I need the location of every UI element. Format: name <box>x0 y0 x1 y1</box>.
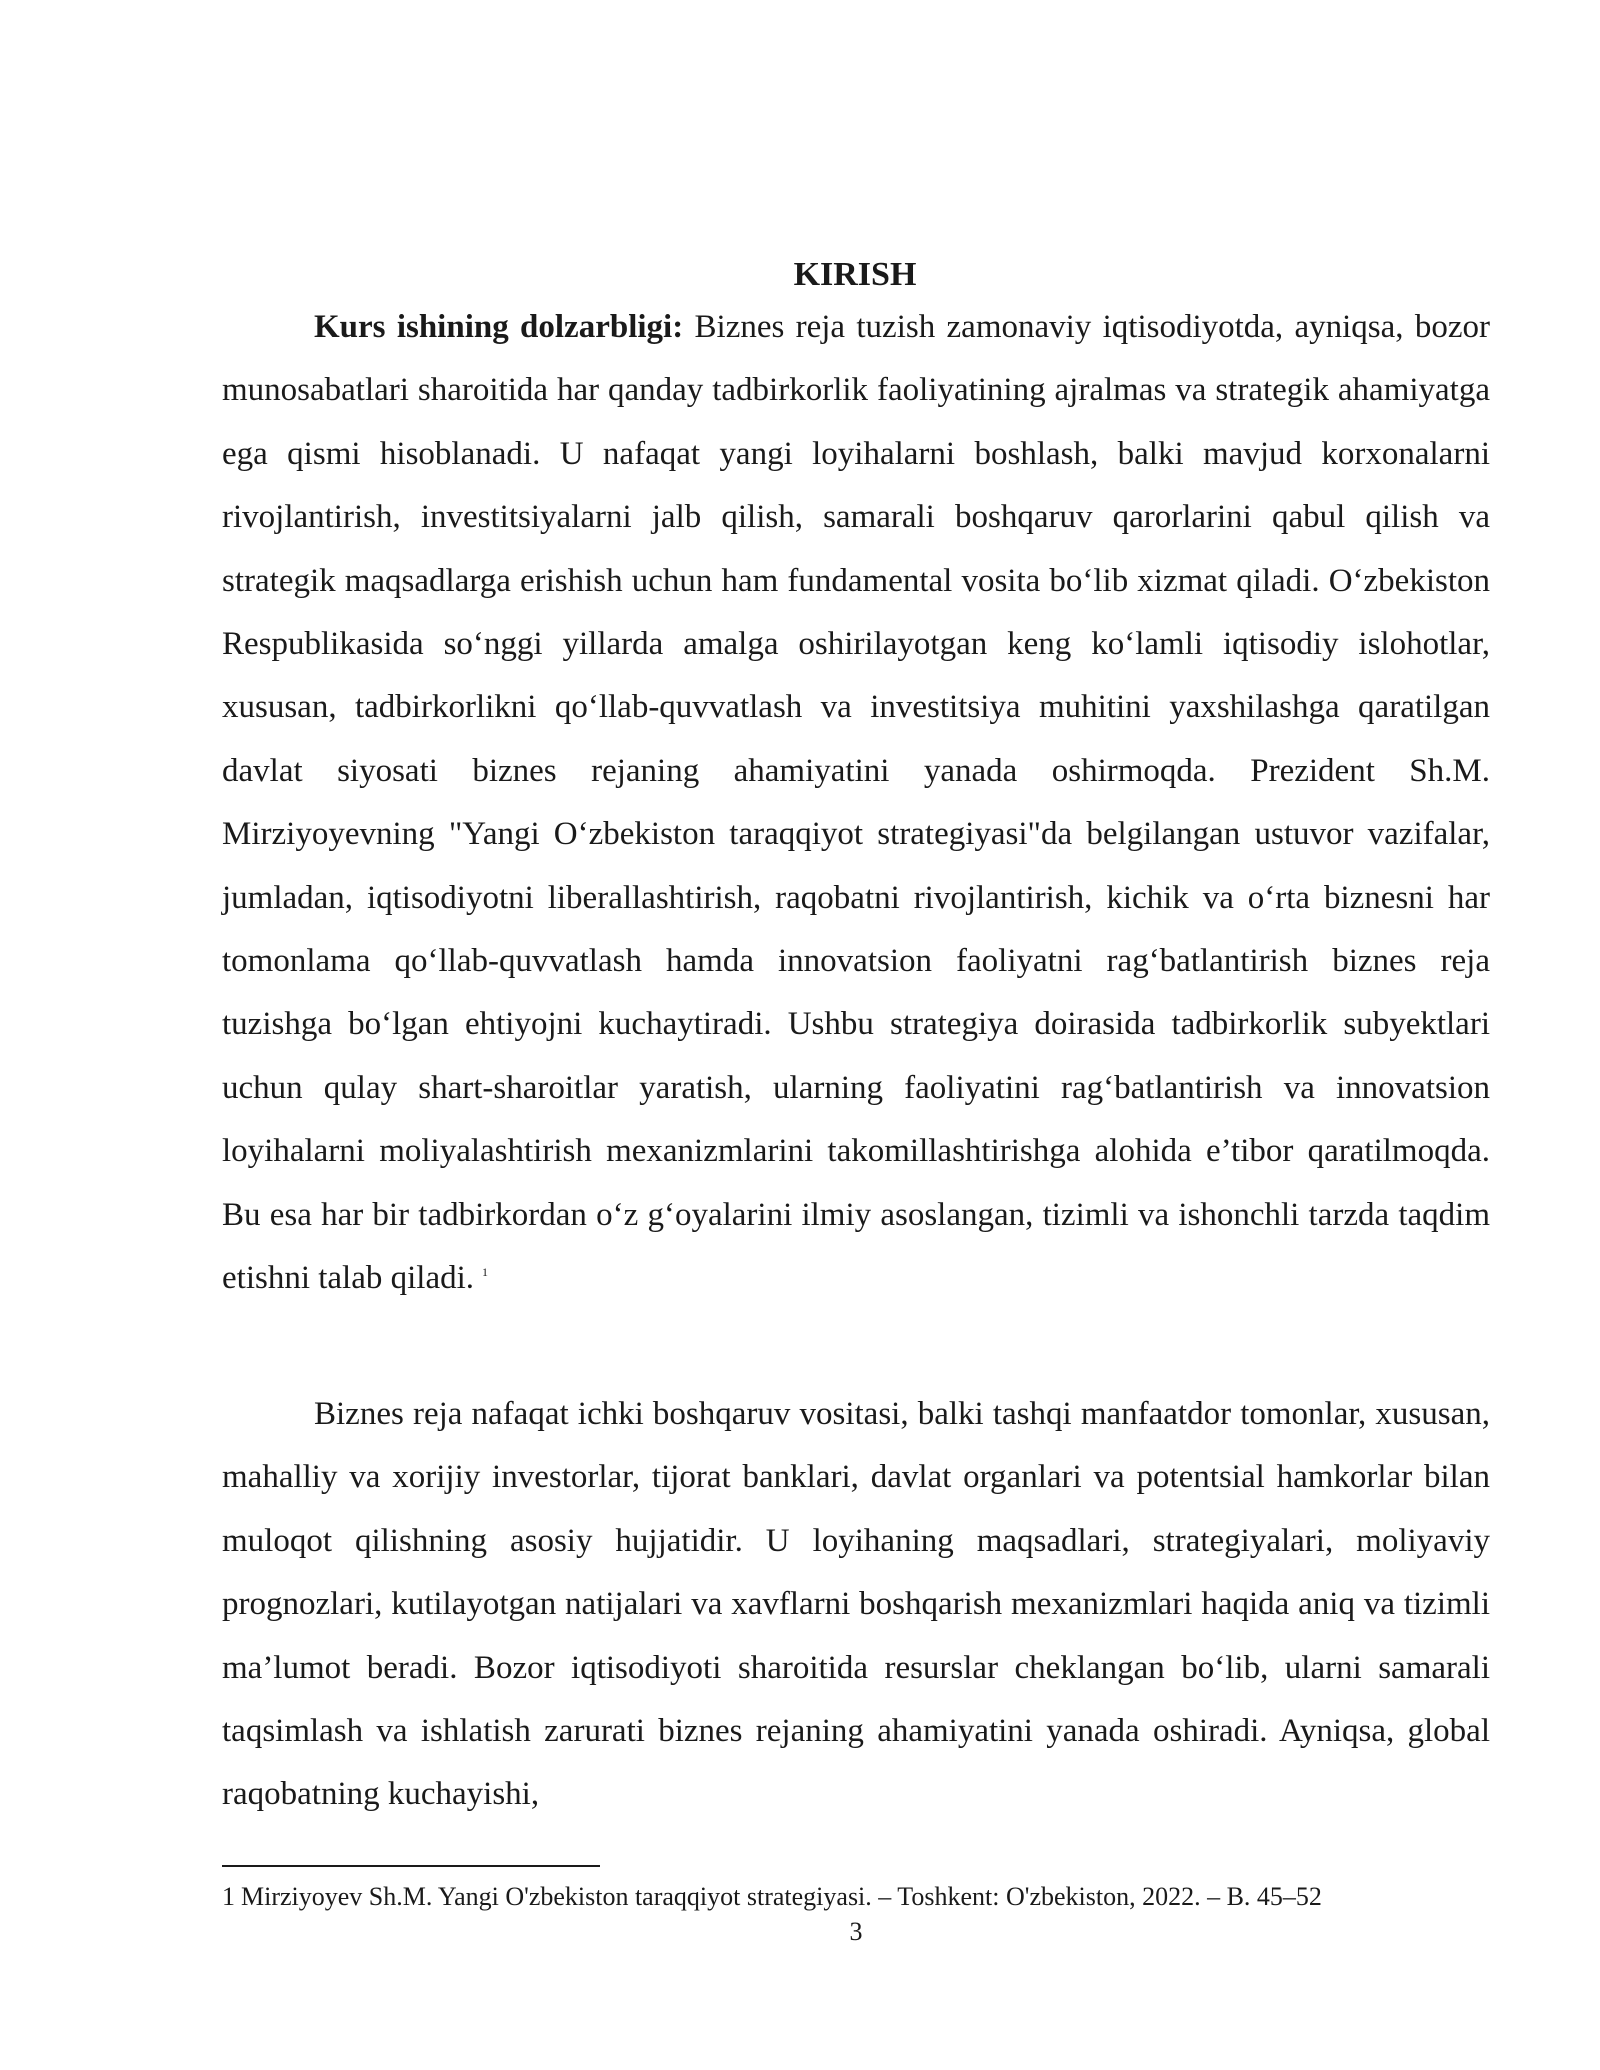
footnote-number: 1 <box>222 1882 235 1911</box>
paragraph-lead: Kurs ishining dolzarbligi: <box>314 309 684 345</box>
paragraph-body: Biznes reja nafaqat ichki boshqaruv vositasi, balki tashqi manfaatdor tomonlar, xususan, mahalliy va xorijiy investorlar, tijorat banklari, davlat organlari va potentsial hamkorlar bilan muloqot qilishning asosiy hujjatidir. U loyihaning maqsadlari, strategiyalari, moliyaviy prognozlari, kutilayotgan natijalari va xavflarni boshqarish mexanizmlari haqida aniq va tizimli ma’lumot beradi. Bozor iqtisodiyoti sharoitida resurslar cheklangan bo‘lib, ularni samarali taqsimlash va ishlatish zarurati biznes rejaning ahamiyatini yanada oshiradi. Ayniqsa, global raqobatning kuchayishi, <box>222 1396 1490 1813</box>
footnote-reference[interactable]: 1 <box>482 1265 489 1280</box>
page-number: 3 <box>849 1917 863 1946</box>
paragraph-business-plan <box>222 1383 1490 1827</box>
footnote-separator <box>222 1865 600 1867</box>
paragraph-relevance <box>222 296 1490 1311</box>
footnote <box>222 1880 1522 1914</box>
paragraph-body: Biznes reja tuzish zamonaviy iqtisodiyotda, ayniqsa, bozor munosabatlari sharoitida har qanday tadbirkorlik faoliyatining ajralmas va strategik ahamiyatga ega qismi hisoblanadi. U nafaqat yangi loyihalarni boshlash, balki mavjud korxonalarni rivojlantirish, investitsiyalarni jalb qilish, samarali boshqaruv qarorlarini qabul qilish va strategik maqsadlarga erishish uchun ham fundamental vosita bo‘lib xizmat qiladi. O‘zbekiston Respublikasida so‘nggi yillarda amalga oshirilayotgan keng ko‘lamli iqtisodiy islohotlar, xususan, tadbirkorlikni qo‘llab-quvvatlash va investitsiya muhitini yaxshilashga qaratilgan davlat siyosati biznes rejaning ahamiyatini yanada oshirmoqda. Prezident Sh.M. Mirziyoyevning "Yangi O‘zbekiston taraqqiyot strategiyasi"da belgilangan ustuvor vazifalar, jumladan, iqtisodiyotni liberallashtirish, raqobatni rivojlantirish, kichik va o‘rta biznesni har tomonlama qo‘llab-quvvatlash hamda innovatsion faoliyatni rag‘batlantirish biznes reja tuzishga bo‘lgan ehtiyojni kuchaytiradi. Ushbu strategiya doirasida tadbirkorlik subyektlari uchun qulay shart-sharoitlar yaratish, ularning faoliyatini rag‘batlantirish va innovatsion loyihalarni moliyalashtirish mexanizmlarini takomillashtirishga alohida e’tibor qaratilmoqda. Bu esa har bir tadbirkordan o‘z g‘oyalarini ilmiy asoslangan, tizimli va ishonchli tarzda taqdim etishni talab qiladi. <box>222 309 1490 1297</box>
section-title: KIRISH <box>793 256 917 293</box>
footnote-text: Mirziyoyev Sh.M. Yangi O'zbekiston taraqqiyot strategiyasi. – Toshkent: O'zbekiston, 2022. – B. 45–52 <box>241 1882 1322 1911</box>
